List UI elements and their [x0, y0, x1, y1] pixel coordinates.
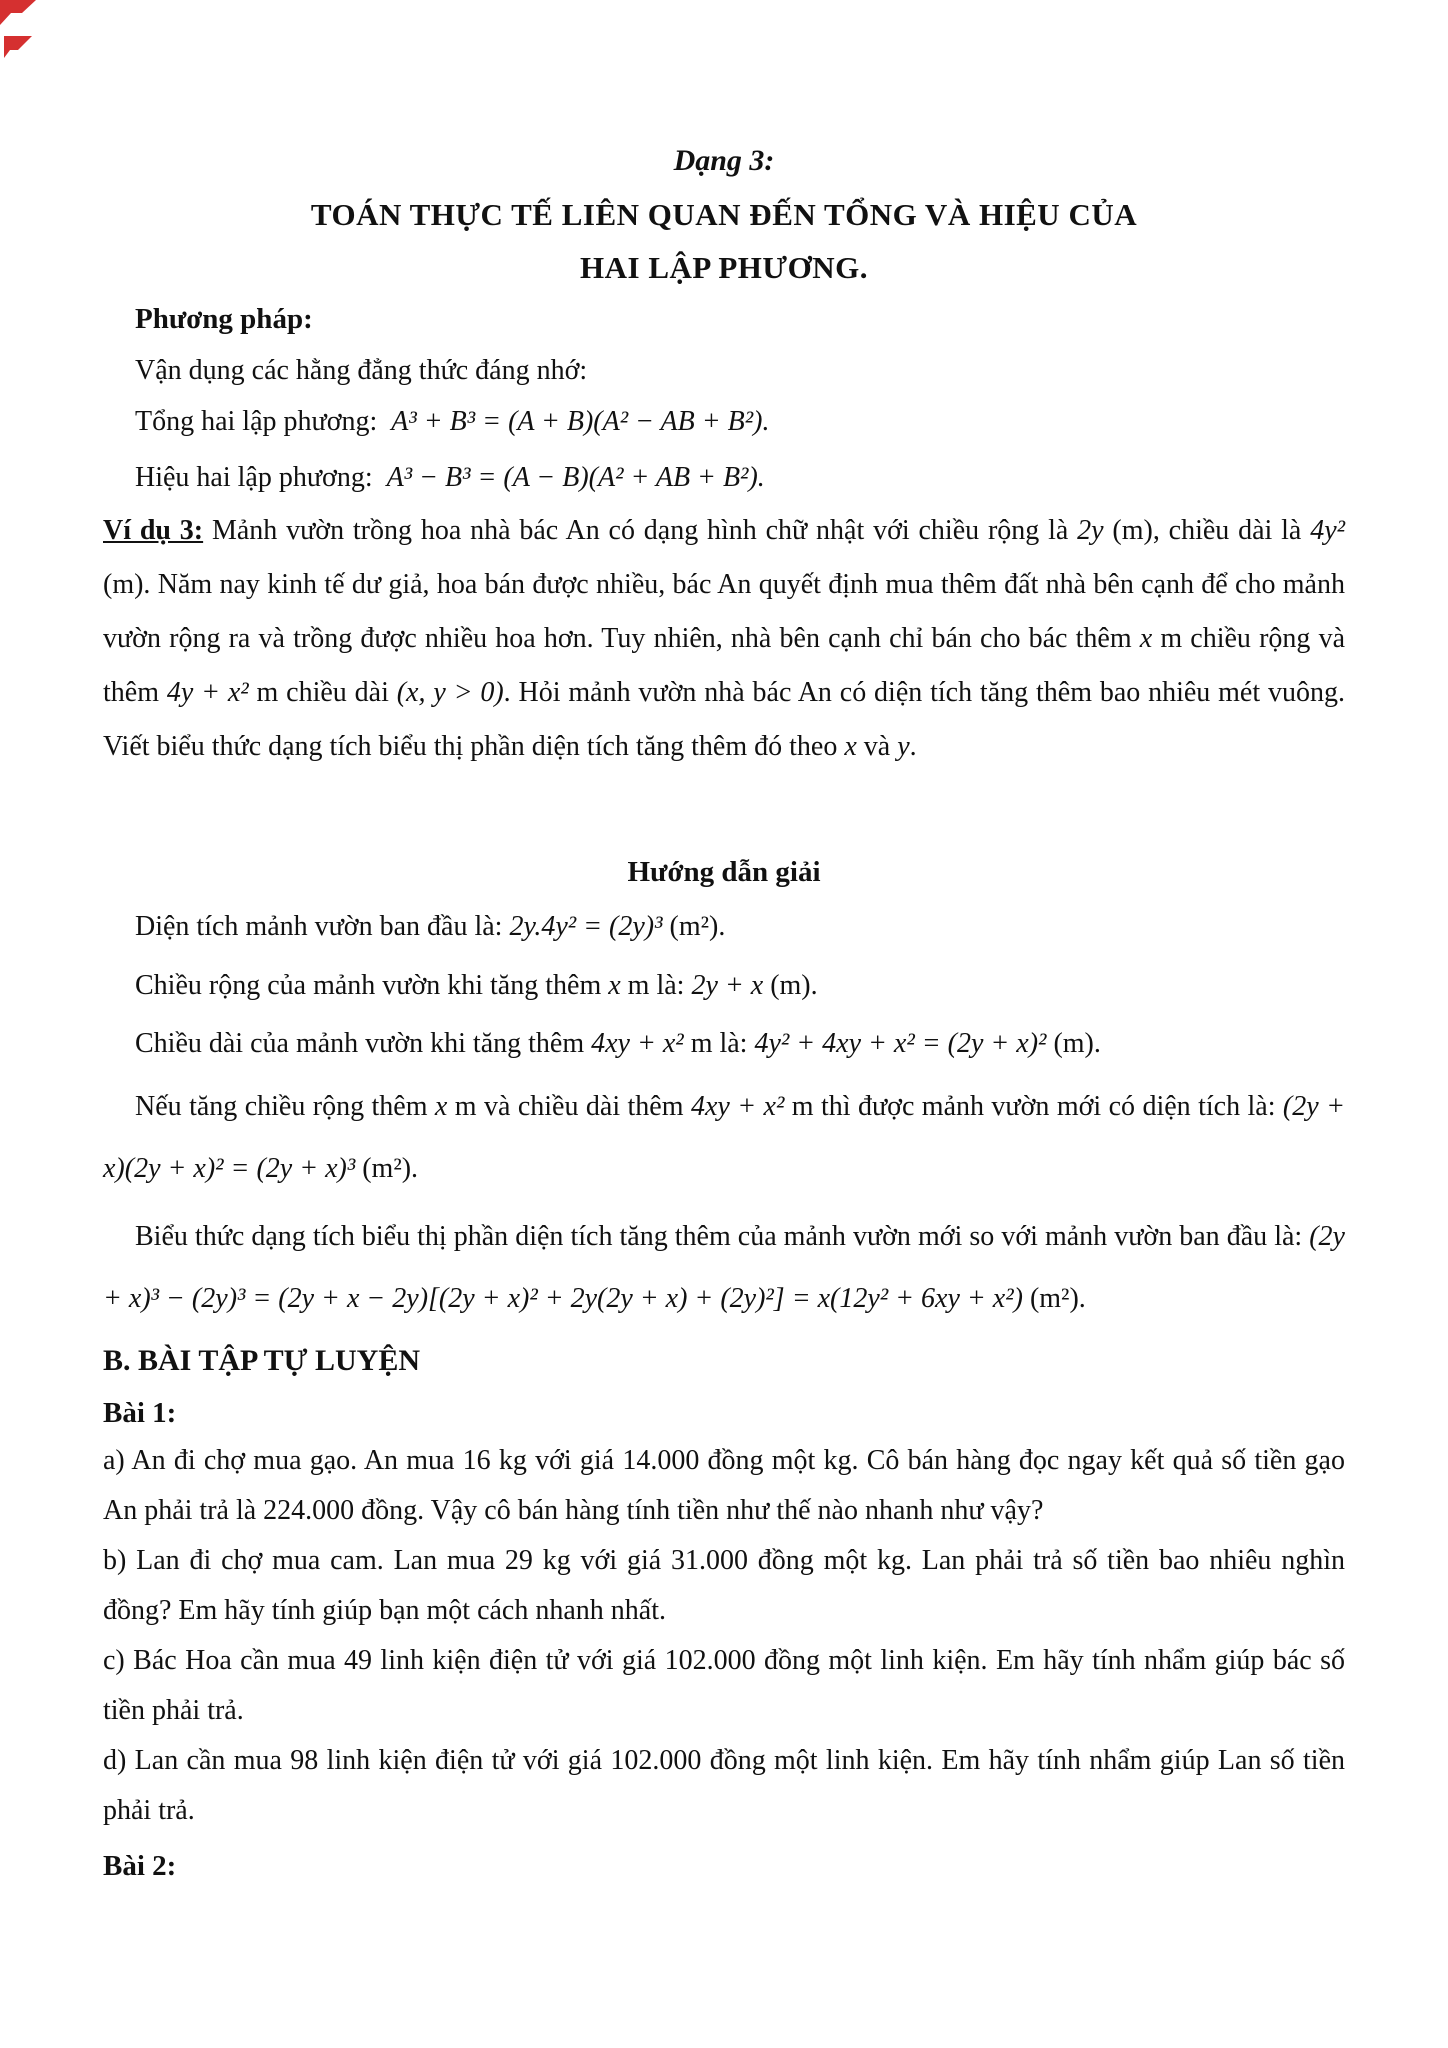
math-segment: 2y.4y² = (2y)³ [509, 911, 663, 942]
text-segment: Biểu thức dạng tích biểu thị phần diện tích tăng thêm của mảnh vườn mới so với mảnh vườn ban đầu là: [135, 1221, 1310, 1252]
text-segment: . Hỏi mảnh vườn nhà bác An có diện tích tăng thêm bao nhiêu mét vuông. Viết biểu thức dạng tích biểu thị phần diện tích tăng thêm đó theo [103, 677, 1345, 762]
method-intro: Vận dụng các hằng đẳng thức đáng nhớ: [135, 355, 588, 386]
text-segment: m và chiều dài thêm [447, 1091, 691, 1122]
difference-of-cubes-formula-line [103, 450, 1345, 506]
exercise-1-heading: Bài 1: [103, 1397, 177, 1429]
text-segment: và [856, 731, 898, 762]
solution-line-new-width [103, 957, 1345, 1015]
page-title-line1: TOÁN THỰC TẾ LIÊN QUAN ĐẾN TỔNG VÀ HIỆU CỦA [310, 197, 1138, 232]
text-segment: (m²). [1022, 1283, 1086, 1314]
exercise-1-item-a: a) An đi chợ mua gạo. An mua 16 kg với giá 14.000 đồng một kg. Cô bán hàng đọc ngay kết quả số tiền gạo An phải trả là 224.000 đồng. Vậy cô bán hàng tính tiền như thế nào nhanh như vậy? [103, 1445, 1345, 1526]
text-segment: (m). [1046, 1028, 1101, 1059]
math-segment: 2y [1077, 515, 1104, 546]
exercise-2-heading: Bài 2: [103, 1850, 177, 1882]
example-3-paragraph [103, 504, 1345, 774]
text-segment: Ví dụ 3: [103, 515, 204, 546]
red-corner-marks [0, 0, 56, 78]
red-corner-mark-bottom [4, 36, 32, 58]
math-segment: 4xy + x² [591, 1028, 684, 1059]
math-segment: (2y + x)³ − (2y)³ = (2y + x − 2y)[(2y + x)² + 2y(2y + x) + (2y)²] = x(12y² + 6xy + x²) [103, 1221, 1345, 1314]
page-title-line2: HAI LẬP PHƯƠNG. [580, 250, 868, 285]
text-segment: Chiều dài của mảnh vườn khi tăng thêm [135, 1028, 592, 1059]
math-segment: x [434, 1091, 448, 1122]
math-segment: (2y + x)(2y + x)² = (2y + x)³ [103, 1091, 1345, 1184]
math-segment: x [844, 731, 857, 762]
text-segment: m là: [620, 970, 692, 1001]
math-segment: x [608, 970, 621, 1001]
method-heading: Phương pháp: [135, 303, 313, 335]
text-segment: m thì được mảnh vườn mới có diện tích là: [784, 1091, 1283, 1122]
solution-line-final-expression [103, 1206, 1345, 1330]
text-segment: Diện tích mảnh vườn ban đầu là: [135, 911, 510, 942]
solution-line-new-area [103, 1076, 1345, 1200]
math-segment: 4y + x² [166, 677, 249, 708]
text-segment: m chiều rộng và thêm [103, 623, 1345, 708]
exercise-1-item-d: d) Lan cần mua 98 linh kiện điện tử với giá 102.000 đồng một linh kiện. Em hãy tính nhẩm giúp Lan số tiền phải trả. [103, 1745, 1345, 1826]
text-segment: m là: [683, 1028, 755, 1059]
math-segment: 2y + x [691, 970, 764, 1001]
math-segment: 4xy + x² [690, 1091, 785, 1122]
math-segment: A³ + B³ = (A + B)(A² − AB + B²). [391, 406, 770, 437]
text-segment: Chiều rộng của mảnh vườn khi tăng thêm [135, 970, 609, 1001]
text-segment: . [909, 731, 917, 762]
math-segment: 4y² [1310, 515, 1346, 546]
text-segment: (m). [763, 970, 818, 1001]
text-segment: (m²). [662, 911, 726, 942]
text-segment: Nếu tăng chiều rộng thêm [135, 1091, 435, 1122]
exercise-1-item-c: c) Bác Hoa cần mua 49 linh kiện điện tử với giá 102.000 đồng một linh kiện. Em hãy tính nhẩm giúp bác số tiền phải trả. [103, 1645, 1345, 1726]
solution-line-new-length [103, 1015, 1345, 1073]
solution-line-initial-area [103, 898, 1345, 956]
math-segment: A³ − B³ = (A − B)(A² + AB + B²). [386, 462, 765, 493]
text-segment: Hiệu hai lập phương: [135, 462, 387, 493]
text-segment: Mảnh vườn trồng hoa nhà bác An có dạng hình chữ nhật với chiều rộng là [203, 515, 1078, 546]
section-b-heading: B. BÀI TẬP TỰ LUYỆN [103, 1344, 421, 1377]
red-corner-mark-top [0, 0, 36, 25]
text-segment: (m), chiều dài là [1103, 515, 1311, 546]
math-segment: (x, y > 0) [396, 677, 504, 708]
sum-of-cubes-formula-line [103, 394, 1345, 450]
text-segment: (m). Năm nay kinh tế dư giả, hoa bán được nhiều, bác An quyết định mua thêm đất nhà bên cạnh để cho mảnh vườn rộng ra và trồng được nhiều hoa hơn. Tuy nhiên, nhà bên cạnh chỉ bán cho bác thêm [103, 569, 1345, 654]
text-segment: m chiều dài [248, 677, 397, 708]
math-segment: 4y² + 4xy + x² = (2y + x)² [754, 1028, 1047, 1059]
exercise-1-item-b: b) Lan đi chợ mua cam. Lan mua 29 kg với giá 31.000 đồng một kg. Lan phải trả số tiền bao nhiêu nghìn đồng? Em hãy tính giúp bạn một cách nhanh nhất. [103, 1545, 1345, 1626]
section-kicker: Dạng 3: [673, 144, 775, 177]
solution-heading: Hướng dẫn giải [627, 856, 821, 888]
math-segment: y [897, 731, 910, 762]
math-segment: x [1139, 623, 1153, 654]
text-segment: (m²). [355, 1153, 419, 1184]
text-segment: Tổng hai lập phương: [135, 406, 392, 437]
